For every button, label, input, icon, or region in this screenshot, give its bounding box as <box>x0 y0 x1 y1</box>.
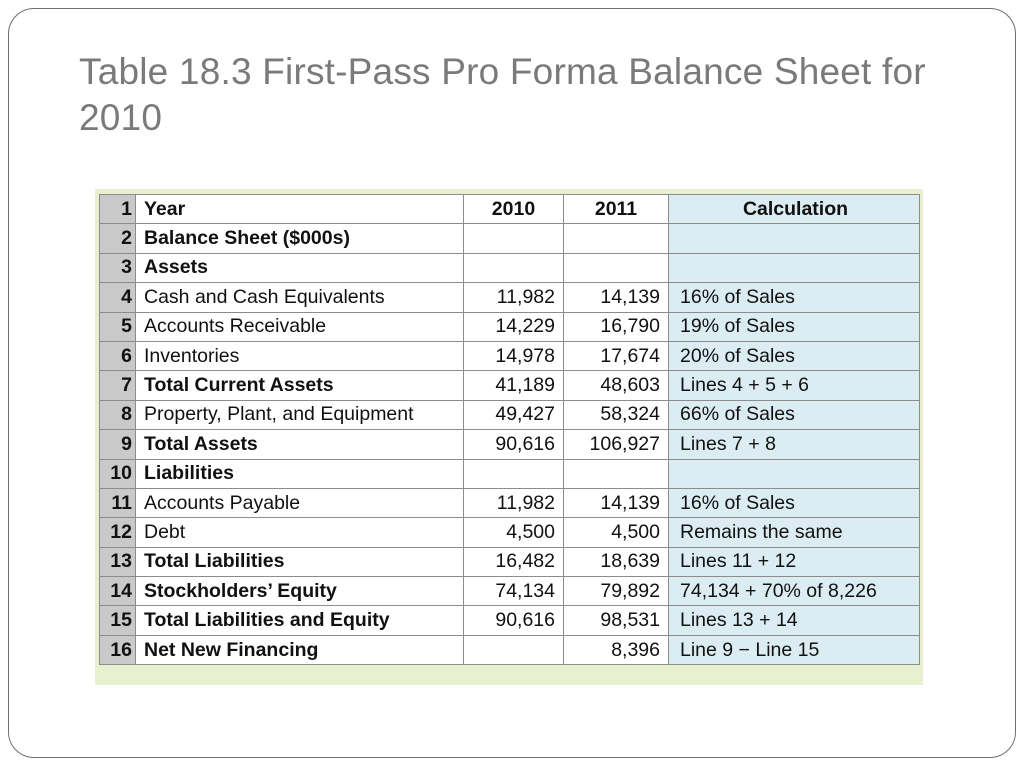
balance-sheet-table <box>99 194 920 665</box>
row-number: 11 <box>100 488 136 517</box>
row-label: Total Assets <box>136 430 464 459</box>
calculation-cell: Lines 11 + 12 <box>669 547 920 576</box>
row-label: Inventories <box>136 341 464 370</box>
header-2011: 2011 <box>564 195 669 224</box>
value-2011: 16,790 <box>564 312 669 341</box>
value-2011: 14,139 <box>564 488 669 517</box>
value-2010: 4,500 <box>464 518 564 547</box>
row-number: 9 <box>100 430 136 459</box>
value-2011 <box>564 253 669 282</box>
calculation-cell: Lines 7 + 8 <box>669 430 920 459</box>
value-2010: 11,982 <box>464 488 564 517</box>
value-2010 <box>464 459 564 488</box>
value-2010: 11,982 <box>464 283 564 312</box>
header-year-label: Year <box>136 195 464 224</box>
value-2011: 8,396 <box>564 635 669 664</box>
slide-frame <box>8 8 1016 758</box>
value-2010: 90,616 <box>464 430 564 459</box>
calculation-cell: 19% of Sales <box>669 312 920 341</box>
row-label: Cash and Cash Equivalents <box>136 283 464 312</box>
header-2010: 2010 <box>464 195 564 224</box>
calculation-cell: Line 9 − Line 15 <box>669 635 920 664</box>
value-2011: 98,531 <box>564 606 669 635</box>
value-2010: 49,427 <box>464 400 564 429</box>
value-2011: 58,324 <box>564 400 669 429</box>
value-2010: 14,229 <box>464 312 564 341</box>
table-row <box>100 635 920 664</box>
value-2011: 48,603 <box>564 371 669 400</box>
table-row <box>100 283 920 312</box>
calculation-cell: 16% of Sales <box>669 488 920 517</box>
calculation-cell: Lines 13 + 14 <box>669 606 920 635</box>
value-2010 <box>464 224 564 253</box>
row-number: 6 <box>100 341 136 370</box>
calculation-cell: Remains the same <box>669 518 920 547</box>
row-label: Accounts Receivable <box>136 312 464 341</box>
calculation-cell: 66% of Sales <box>669 400 920 429</box>
row-number: 16 <box>100 635 136 664</box>
table-row <box>100 606 920 635</box>
value-2011: 17,674 <box>564 341 669 370</box>
row-number: 3 <box>100 253 136 282</box>
table-row <box>100 371 920 400</box>
row-number: 15 <box>100 606 136 635</box>
value-2011 <box>564 459 669 488</box>
row-number: 5 <box>100 312 136 341</box>
row-number: 2 <box>100 224 136 253</box>
row-label: Total Liabilities and Equity <box>136 606 464 635</box>
value-2011: 106,927 <box>564 430 669 459</box>
row-number: 7 <box>100 371 136 400</box>
row-label: Assets <box>136 253 464 282</box>
table-row <box>100 577 920 606</box>
value-2011: 18,639 <box>564 547 669 576</box>
calculation-cell: 16% of Sales <box>669 283 920 312</box>
value-2010: 14,978 <box>464 341 564 370</box>
row-number: 4 <box>100 283 136 312</box>
row-label: Property, Plant, and Equipment <box>136 400 464 429</box>
calculation-cell <box>669 459 920 488</box>
row-label: Accounts Payable <box>136 488 464 517</box>
table-row <box>100 518 920 547</box>
table-row <box>100 312 920 341</box>
value-2010 <box>464 635 564 664</box>
row-number: 1 <box>100 195 136 224</box>
value-2010: 74,134 <box>464 577 564 606</box>
table-row <box>100 253 920 282</box>
calculation-cell <box>669 224 920 253</box>
row-number: 13 <box>100 547 136 576</box>
slide-title: Table 18.3 First-Pass Pro Forma Balance Sheet for 2010 <box>79 51 926 138</box>
value-2011: 79,892 <box>564 577 669 606</box>
value-2010: 41,189 <box>464 371 564 400</box>
table-row <box>100 430 920 459</box>
table-row <box>100 224 920 253</box>
value-2010: 16,482 <box>464 547 564 576</box>
value-2011 <box>564 224 669 253</box>
table-frame <box>95 189 923 685</box>
row-label: Balance Sheet ($000s) <box>136 224 464 253</box>
table-header-row <box>100 195 920 224</box>
row-number: 8 <box>100 400 136 429</box>
value-2010 <box>464 253 564 282</box>
header-calculation: Calculation <box>669 195 920 224</box>
row-number: 10 <box>100 459 136 488</box>
row-label: Debt <box>136 518 464 547</box>
calculation-cell: Lines 4 + 5 + 6 <box>669 371 920 400</box>
row-number: 14 <box>100 577 136 606</box>
row-label: Stockholders’ Equity <box>136 577 464 606</box>
row-label: Total Current Assets <box>136 371 464 400</box>
row-label: Net New Financing <box>136 635 464 664</box>
row-label: Liabilities <box>136 459 464 488</box>
calculation-cell: 20% of Sales <box>669 341 920 370</box>
value-2011: 4,500 <box>564 518 669 547</box>
row-number: 12 <box>100 518 136 547</box>
calculation-cell: 74,134 + 70% of 8,226 <box>669 577 920 606</box>
calculation-cell <box>669 253 920 282</box>
table-row <box>100 488 920 517</box>
value-2011: 14,139 <box>564 283 669 312</box>
value-2010: 90,616 <box>464 606 564 635</box>
table-row <box>100 400 920 429</box>
table-body <box>100 195 920 665</box>
table-row <box>100 547 920 576</box>
table-row <box>100 341 920 370</box>
row-label: Total Liabilities <box>136 547 464 576</box>
table-row <box>100 459 920 488</box>
